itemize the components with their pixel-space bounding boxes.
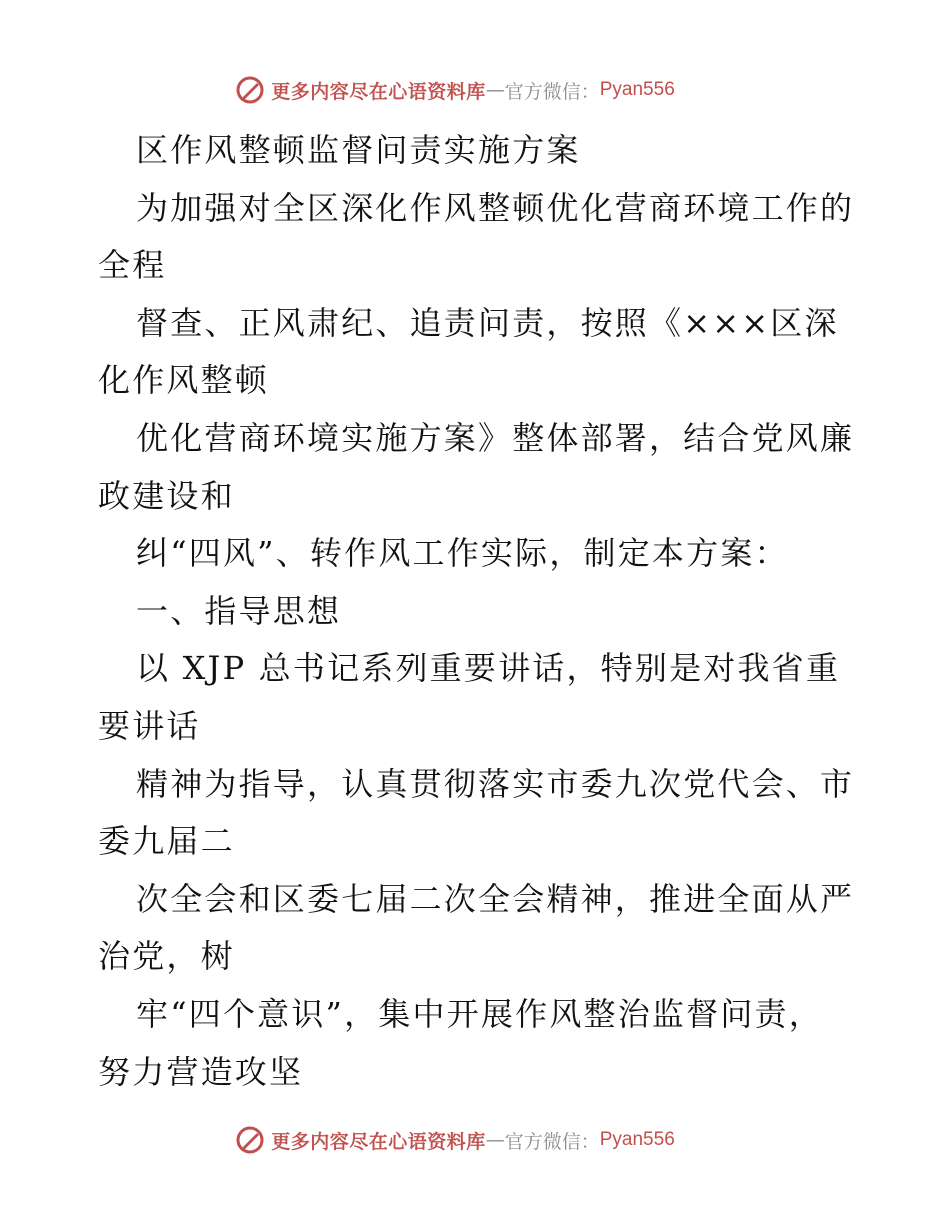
- body-line: 为加强对全区深化作风整顿优化营商环境工作的: [136, 188, 855, 227]
- banner-text: 更多内容尽在心语资料库: [271, 80, 486, 103]
- banner-separator: —: [485, 1129, 505, 1151]
- body-line: 督查、正风肃纪、追责问责，按照《×××区深: [136, 303, 839, 342]
- body-line: 精神为指导，认真贯彻落实市委九次党代会、市: [136, 764, 855, 803]
- body-line: 牢“四个意识”，集中开展作风整治监督问责，: [136, 994, 823, 1033]
- section-heading: 一、指导思想: [136, 591, 342, 630]
- body-line: 政建设和: [98, 476, 235, 515]
- footer-banner: [0, 1120, 950, 1160]
- banner-wechat-id: Pyan556: [599, 1129, 675, 1150]
- body-line: 全程: [98, 246, 167, 285]
- body-line: 纠“四风”、转作风工作实际，制定本方案：: [136, 534, 789, 573]
- banner-text: 更多内容尽在心语资料库: [271, 1130, 486, 1153]
- header-banner: [0, 70, 950, 110]
- body-line: 要讲话: [98, 706, 201, 745]
- body-line: 努力营造攻坚: [98, 1052, 304, 1091]
- document-body: [98, 122, 858, 1101]
- banner-separator: —: [485, 79, 505, 101]
- banner-wechat-label: 官方微信：: [504, 1130, 600, 1153]
- body-line: 以 XJP 总书记系列重要讲话，特别是对我省重: [136, 649, 841, 688]
- body-line: 次全会和区委七届二次全会精神，推进全面从严: [136, 879, 855, 918]
- document-title: 区作风整顿监督问责实施方案: [136, 131, 581, 169]
- body-line: 治党，树: [98, 937, 235, 976]
- quill-pen-logo-icon: [235, 75, 265, 105]
- quill-pen-logo-icon: [235, 1125, 265, 1155]
- body-line: 委九届二: [98, 822, 235, 861]
- banner-wechat-label: 官方微信：: [504, 80, 600, 103]
- body-line: 优化营商环境实施方案》整体部署，结合党风廉: [136, 418, 855, 457]
- body-line: 化作风整顿: [98, 361, 270, 400]
- banner-wechat-id: Pyan556: [599, 79, 675, 100]
